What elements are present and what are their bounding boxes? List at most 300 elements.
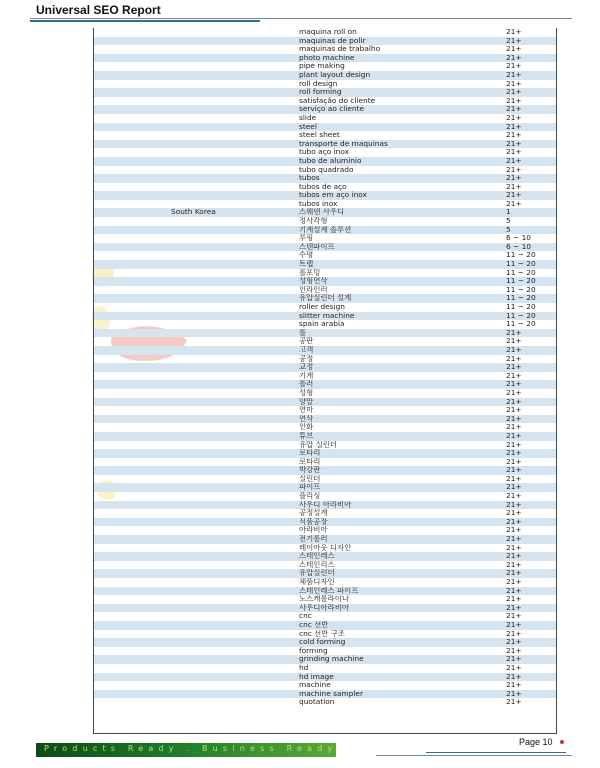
country-cell	[94, 363, 299, 372]
keyword-cell: 루핑	[299, 234, 314, 243]
rank-cell: 21+	[506, 88, 522, 97]
country-cell	[94, 191, 299, 200]
rank-cell: 11 ~ 20	[506, 294, 536, 303]
country-cell	[94, 45, 299, 54]
country-cell	[94, 492, 299, 501]
table-row	[94, 320, 556, 329]
keyword-cell: hd	[299, 663, 309, 672]
rank-cell: 21+	[506, 543, 522, 552]
table-row	[94, 449, 556, 458]
rank-cell: 21+	[506, 595, 522, 604]
rank-cell: 21+	[506, 552, 522, 561]
keyword-cell: 정사각형	[299, 217, 328, 226]
table-body	[94, 28, 556, 707]
rank-cell: 21+	[506, 655, 522, 664]
keyword-cell: 인화	[299, 423, 314, 432]
country-cell	[94, 260, 299, 269]
table-row	[94, 45, 556, 54]
keyword-cell: 레이아웃 디자인	[299, 543, 352, 552]
rank-cell: 5	[506, 225, 511, 234]
table-row	[94, 664, 556, 673]
table-row	[94, 466, 556, 475]
keyword-cell: 기계설계 솔루션	[299, 225, 352, 234]
rank-cell: 11 ~ 20	[506, 303, 536, 311]
rank-cell: 21+	[506, 148, 522, 157]
table-row	[94, 363, 556, 372]
country-cell	[94, 595, 299, 604]
table-row	[94, 260, 556, 269]
rank-cell: 21+	[506, 500, 522, 509]
table-row	[94, 681, 556, 690]
rank-cell: 21+	[506, 440, 522, 449]
rank-cell: 21+	[506, 474, 522, 483]
country-cell	[94, 269, 299, 278]
keyword-cell: 성형연삭	[299, 277, 328, 286]
table-row	[94, 166, 556, 175]
keyword-cell: tubo aço inox	[299, 148, 350, 157]
keyword-cell: 스테인레스	[299, 552, 335, 561]
rank-cell: 21+	[506, 397, 522, 406]
rank-cell: 21+	[506, 380, 522, 389]
rank-cell: 21+	[506, 466, 522, 475]
keyword-cell: transporte de maquinas	[299, 139, 388, 148]
table-row	[94, 346, 556, 355]
keyword-cell: 롤포밍	[299, 268, 321, 277]
rank-cell: 21+	[506, 681, 522, 690]
rank-cell: 21+	[506, 191, 522, 200]
keyword-cell: tubo de aluminio	[299, 156, 362, 165]
table-row	[94, 389, 556, 398]
rank-cell: 21+	[506, 62, 522, 71]
country-cell: South Korea	[171, 208, 216, 217]
rank-cell: 21+	[506, 620, 522, 629]
country-cell	[94, 71, 299, 80]
country-cell	[94, 630, 299, 639]
country-cell	[94, 501, 299, 510]
country-cell	[94, 28, 299, 37]
table-row	[94, 518, 556, 527]
rank-cell: 1	[506, 208, 511, 217]
rank-cell: 21+	[506, 105, 522, 114]
keyword-ranking-table	[93, 28, 557, 734]
keyword-cell: machine	[299, 681, 331, 690]
table-row	[94, 647, 556, 656]
rank-cell: 11 ~ 20	[506, 311, 536, 320]
table-row	[94, 698, 556, 707]
rank-cell: 6 ~ 10	[506, 234, 531, 243]
rank-cell: 21+	[506, 535, 522, 544]
country-cell	[94, 483, 299, 492]
table-row	[94, 80, 556, 89]
keyword-cell: 성형	[299, 388, 314, 397]
country-cell	[94, 398, 299, 407]
rank-cell: 21+	[506, 113, 522, 122]
table-row	[94, 234, 556, 243]
keyword-cell: 튜브	[299, 431, 314, 440]
rank-cell: 11 ~ 20	[506, 320, 536, 329]
footer-divider	[376, 755, 572, 756]
rank-cell: 21+	[506, 672, 522, 681]
country-cell	[94, 88, 299, 97]
table-row	[94, 277, 556, 286]
country-cell	[94, 612, 299, 621]
rank-cell: 21+	[506, 165, 522, 174]
rank-cell: 21+	[506, 509, 522, 518]
country-cell	[94, 569, 299, 578]
country-cell	[94, 114, 299, 123]
table-row	[94, 294, 556, 303]
country-cell	[94, 466, 299, 475]
table-row	[94, 105, 556, 114]
table-row	[94, 217, 556, 226]
rank-cell: 21+	[506, 414, 522, 423]
country-cell	[94, 664, 299, 673]
keyword-cell: 노스캐롤라이나	[299, 595, 349, 604]
table-row	[94, 483, 556, 492]
rank-cell: 21+	[506, 526, 522, 535]
rank-cell: 21+	[506, 483, 522, 492]
keyword-cell: plant layout design	[299, 70, 371, 79]
keyword-cell: 롤	[299, 328, 307, 337]
rank-cell: 21+	[506, 36, 522, 45]
country-cell	[94, 226, 299, 235]
page-number: Page 10	[519, 737, 553, 747]
keyword-cell: 로타리	[299, 449, 321, 458]
rank-cell: 21+	[506, 354, 522, 363]
rank-cell: 5	[506, 217, 511, 226]
table-row	[94, 62, 556, 71]
rank-cell: 21+	[506, 79, 522, 88]
keyword-cell: 스테인리스	[299, 560, 335, 569]
country-cell	[94, 286, 299, 295]
table-row	[94, 355, 556, 364]
country-cell	[94, 389, 299, 398]
table-row	[94, 638, 556, 647]
rank-cell: 11 ~ 20	[506, 251, 536, 260]
keyword-cell: 체품디자인	[299, 578, 335, 586]
country-cell	[94, 544, 299, 553]
table-row	[94, 88, 556, 97]
rank-cell: 11 ~ 20	[506, 277, 536, 286]
table-row	[94, 157, 556, 166]
country-cell	[94, 406, 299, 415]
keyword-cell: maquinas de trabalho	[299, 45, 381, 54]
table-row	[94, 303, 556, 312]
table-row	[94, 243, 556, 252]
keyword-cell: 사우디 아라비아	[299, 500, 352, 509]
rank-cell: 21+	[506, 612, 522, 621]
table-row	[94, 595, 556, 604]
table-row	[94, 673, 556, 682]
keyword-cell: 파이프	[299, 483, 321, 492]
table-row	[94, 337, 556, 346]
page-bullet-icon	[560, 740, 564, 744]
keyword-cell: 박강판	[299, 466, 321, 475]
rank-cell: 21+	[506, 328, 522, 337]
country-cell	[94, 587, 299, 596]
country-cell	[94, 37, 299, 46]
table-row	[94, 458, 556, 467]
keyword-cell: serviço ao cliente	[299, 105, 365, 114]
rank-cell: 21+	[506, 638, 522, 647]
keyword-cell: 연삭	[299, 414, 314, 423]
keyword-cell: 로타리	[299, 457, 321, 466]
rank-cell: 11 ~ 20	[506, 285, 536, 294]
keyword-cell: grinding machine	[299, 655, 364, 664]
table-row	[94, 380, 556, 389]
country-cell	[94, 423, 299, 432]
country-cell	[94, 535, 299, 544]
table-row	[94, 655, 556, 664]
rank-cell: 21+	[506, 646, 522, 655]
rank-cell: 21+	[506, 629, 522, 638]
table-row	[94, 621, 556, 630]
country-cell	[94, 234, 299, 243]
country-cell	[94, 243, 299, 252]
country-cell	[94, 166, 299, 175]
table-row	[94, 612, 556, 621]
table-row	[94, 423, 556, 432]
keyword-cell: cold forming	[299, 638, 346, 647]
country-cell	[94, 303, 299, 312]
rank-cell: 21+	[506, 603, 522, 612]
country-cell	[94, 432, 299, 441]
country-cell	[94, 526, 299, 535]
rank-cell: 21+	[506, 689, 522, 698]
country-cell	[94, 80, 299, 89]
country-cell	[94, 673, 299, 682]
keyword-cell: 고객	[299, 345, 314, 354]
keyword-cell: 실린더	[299, 474, 321, 483]
rank-cell: 21+	[506, 423, 522, 432]
keyword-cell: 인라인러	[299, 285, 328, 294]
table-row	[94, 208, 556, 217]
table-row	[94, 97, 556, 106]
rank-cell: 21+	[506, 139, 522, 148]
keyword-cell: 사우디아라비아	[299, 603, 349, 612]
keyword-cell: 전기롤러	[299, 535, 328, 544]
country-cell	[94, 415, 299, 424]
table-row	[94, 329, 556, 338]
keyword-cell: 트랩	[299, 260, 314, 269]
country-cell	[94, 458, 299, 467]
table-row	[94, 441, 556, 450]
keyword-cell: quotation	[299, 698, 335, 707]
table-row	[94, 123, 556, 132]
country-cell	[94, 174, 299, 183]
rank-cell: 21+	[506, 45, 522, 54]
country-cell	[94, 337, 299, 346]
rank-cell: 21+	[506, 96, 522, 105]
table-row	[94, 37, 556, 46]
keyword-cell: tubo quadrado	[299, 165, 354, 174]
keyword-cell: 공정설계	[299, 509, 328, 518]
country-cell	[94, 561, 299, 570]
rank-cell: 21+	[506, 586, 522, 595]
rank-cell: 21+	[506, 560, 522, 569]
country-cell	[94, 638, 299, 647]
country-cell	[94, 148, 299, 157]
table-row	[94, 432, 556, 441]
rank-cell: 21+	[506, 182, 522, 191]
country-cell	[94, 372, 299, 381]
country-cell	[94, 105, 299, 114]
country-cell	[94, 312, 299, 321]
table-row	[94, 183, 556, 192]
table-row	[94, 690, 556, 699]
table-row	[94, 131, 556, 140]
rank-cell: 6 ~ 10	[506, 242, 531, 251]
rank-cell: 11 ~ 20	[506, 268, 536, 277]
table-row	[94, 286, 556, 295]
table-row	[94, 71, 556, 80]
table-row	[94, 501, 556, 510]
rank-cell: 21+	[506, 517, 522, 526]
country-cell	[94, 509, 299, 518]
table-row	[94, 492, 556, 501]
rank-cell: 21+	[506, 698, 522, 707]
country-cell	[94, 329, 299, 338]
rank-cell: 21+	[506, 363, 522, 372]
keyword-cell: 유압 실린더	[299, 440, 338, 449]
rank-cell: 21+	[506, 371, 522, 380]
rank-cell: 21+	[506, 431, 522, 440]
keyword-cell: tubos	[299, 174, 320, 183]
rank-cell: 21+	[506, 131, 522, 140]
rank-cell: 21+	[506, 70, 522, 79]
footer-tagline: Products Ready . Business Ready	[44, 744, 338, 753]
keyword-cell: pipe making	[299, 62, 345, 71]
table-row	[94, 226, 556, 235]
keyword-cell: 유압실린더 설계	[299, 294, 352, 303]
rank-cell: 21+	[506, 663, 522, 672]
rank-cell: 21+	[506, 199, 522, 208]
keyword-cell: steel	[299, 122, 317, 131]
country-cell	[94, 157, 299, 166]
country-cell	[94, 294, 299, 303]
keyword-cell: 스텐파이프	[299, 242, 335, 251]
keyword-cell: slide	[299, 113, 317, 122]
table-row	[94, 114, 556, 123]
country-cell	[94, 123, 299, 132]
keyword-cell: maquinas de polir	[299, 36, 366, 45]
table-row	[94, 54, 556, 63]
rank-cell: 11 ~ 20	[506, 260, 536, 269]
keyword-cell: spain arabia	[299, 320, 345, 329]
table-row	[94, 269, 556, 278]
keyword-cell: 스테인레스 파이프	[299, 586, 359, 595]
table-row	[94, 587, 556, 596]
table-row	[94, 544, 556, 553]
table-row	[94, 578, 556, 587]
keyword-cell: machine sampler	[299, 689, 364, 698]
keyword-cell: 유압실린더	[299, 569, 335, 578]
table-row	[94, 406, 556, 415]
report-title: Universal SEO Report	[36, 3, 161, 17]
rank-cell: 21+	[506, 122, 522, 131]
country-cell	[94, 518, 299, 527]
table-row	[94, 475, 556, 484]
country-cell	[94, 183, 299, 192]
rank-cell: 21+	[506, 449, 522, 458]
table-row	[94, 552, 556, 561]
keyword-cell: steel sheet	[299, 131, 340, 140]
keyword-cell: satisfação do cliente	[299, 96, 376, 105]
table-row	[94, 28, 556, 37]
country-cell	[94, 131, 299, 140]
country-cell	[94, 355, 299, 364]
keyword-cell: 플리싱	[299, 492, 321, 501]
rank-cell: 21+	[506, 569, 522, 578]
country-cell	[94, 441, 299, 450]
footer-accent-line	[426, 752, 566, 753]
country-cell	[94, 251, 299, 260]
header-accent-line	[30, 20, 260, 22]
table-row	[94, 148, 556, 157]
rank-cell: 21+	[506, 406, 522, 415]
rank-cell: 21+	[506, 156, 522, 165]
keyword-cell: tubos de aço	[299, 182, 347, 191]
country-cell	[94, 54, 299, 63]
rank-cell: 21+	[506, 457, 522, 466]
keyword-cell: 식품공장	[299, 517, 328, 526]
country-cell	[94, 380, 299, 389]
keyword-cell: tubos inox	[299, 199, 338, 208]
country-cell	[94, 449, 299, 458]
keyword-cell: 스웨덴 사우디	[299, 208, 345, 217]
country-cell	[94, 552, 299, 561]
keyword-cell: 아라비아	[299, 526, 328, 535]
table-row	[94, 174, 556, 183]
keyword-cell: 수평	[299, 251, 314, 260]
keyword-cell: photo machine	[299, 53, 355, 62]
rank-cell: 21+	[506, 337, 522, 346]
keyword-cell: tubos em aço inox	[299, 191, 367, 200]
keyword-cell: forming	[299, 646, 328, 655]
table-row	[94, 604, 556, 613]
keyword-cell: 양말	[299, 397, 314, 406]
keyword-cell: cnc 선반 구조	[299, 629, 346, 638]
table-row	[94, 191, 556, 200]
country-cell	[94, 681, 299, 690]
table-row	[94, 415, 556, 424]
keyword-cell: 공정	[299, 354, 314, 363]
country-cell	[94, 200, 299, 209]
keyword-cell: roll design	[299, 79, 338, 88]
keyword-cell: 연마	[299, 406, 314, 415]
keyword-cell: roller design	[299, 303, 345, 311]
keyword-cell: maquina roll on	[299, 28, 357, 36]
country-cell	[94, 698, 299, 707]
country-cell	[94, 475, 299, 484]
country-cell	[94, 140, 299, 149]
keyword-cell: roll forming	[299, 88, 342, 97]
rank-cell: 21+	[506, 28, 522, 36]
table-row	[94, 561, 556, 570]
rank-cell: 21+	[506, 492, 522, 501]
keyword-cell: 교정	[299, 363, 314, 372]
table-row	[94, 509, 556, 518]
keyword-cell: slitter machine	[299, 311, 355, 320]
keyword-cell: 기계	[299, 371, 314, 380]
country-cell	[94, 320, 299, 329]
country-cell	[94, 578, 299, 587]
rank-cell: 21+	[506, 53, 522, 62]
keyword-cell: 공판	[299, 337, 314, 346]
table-row	[94, 569, 556, 578]
country-cell	[94, 621, 299, 630]
rank-cell: 21+	[506, 345, 522, 354]
